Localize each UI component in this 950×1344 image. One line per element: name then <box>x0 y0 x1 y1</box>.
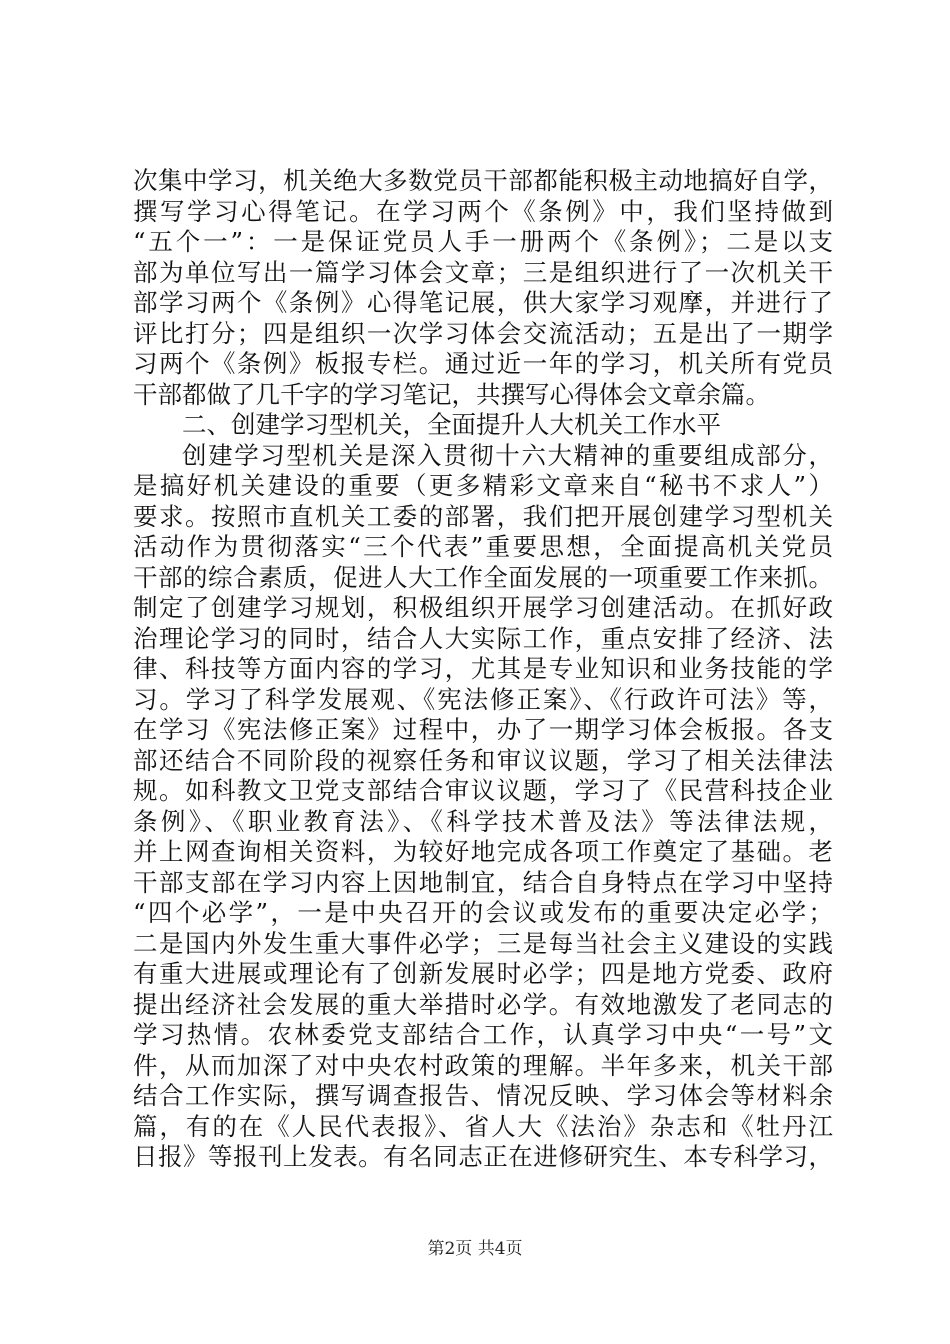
text-line: 并上网查询相关资料，为较好地完成各项工作奠定了基础。老 <box>133 837 833 866</box>
text-line: 篇，有的在《人民代表报》、省人大《法治》杂志和《牡丹江 <box>133 1111 833 1141</box>
text-line: 律、科技等方面内容的学习，尤其是专业知识和业务技能的学 <box>133 654 833 683</box>
page-number-footer: 第2页 共4页 <box>427 1239 523 1259</box>
text-line: 日报》等报刊上发表。有名同志正在进修研究生、本专科学习， <box>133 1142 833 1171</box>
section-heading: 二、创建学习型机关，全面提升人大机关工作水平 <box>182 410 721 439</box>
text-line: 次集中学习，机关绝大多数党员干部都能积极主动地搞好自学， <box>133 166 833 195</box>
text-line: 评比打分；四是组织一次学习体会交流活动；五是出了一期学 <box>133 318 833 348</box>
document-body <box>133 166 833 1173</box>
text-line: 干部支部在学习内容上因地制宜，结合自身特点在学习中坚持 <box>133 867 833 897</box>
text-line: 在学习《宪法修正案》过程中，办了一期学习体会板报。各支 <box>133 715 833 744</box>
text-line: 有重大进展或理论有了创新发展时必学；四是地方党委、政府 <box>133 959 833 988</box>
text-line: 创建学习型机关是深入贯彻十六大精神的重要组成部分， <box>182 440 833 470</box>
text-line: 制定了创建学习规划，积极组织开展学习创建活动。在抓好政 <box>133 593 833 622</box>
text-line: 条例》、《职业教育法》、《科学技术普及法》等法律法规， <box>133 806 833 836</box>
text-line: “四个必学”，一是中央召开的会议或发布的重要决定必学； <box>133 898 833 927</box>
text-line: 撰写学习心得笔记。在学习两个《条例》中，我们坚持做到 <box>133 196 833 226</box>
text-line: 结合工作实际，撰写调查报告、情况反映、学习体会等材料余 <box>133 1081 833 1110</box>
text-line: 习。学习了科学发展观、《宪法修正案》、《行政许可法》等， <box>133 684 833 714</box>
text-line: 二是国内外发生重大事件必学；三是每当社会主义建设的实践 <box>133 928 833 958</box>
text-line: 部为单位写出一篇学习体会文章；三是组织进行了一次机关干 <box>133 257 833 287</box>
text-line: “五个一”：一是保证党员人手一册两个《条例》；二是以支 <box>133 227 833 256</box>
text-line: 规。如科教文卫党支部结合审议议题，学习了《民营科技企业 <box>133 776 833 805</box>
text-line: 习两个《条例》板报专栏。通过近一年的学习，机关所有党员 <box>133 349 833 378</box>
text-line: 治理论学习的同时，结合人大实际工作，重点安排了经济、法 <box>133 623 833 653</box>
text-line: 活动作为贯彻落实“三个代表”重要思想，全面提高机关党员 <box>133 532 833 561</box>
text-line: 干部都做了几千字的学习笔记，共撰写心得体会文章余篇。 <box>133 379 770 409</box>
text-line: 是搞好机关建设的重要（更多精彩文章来自“秘书不求人”） <box>133 471 833 500</box>
text-line: 部学习两个《条例》心得笔记展，供大家学习观摩，并进行了 <box>133 288 833 317</box>
text-line: 提出经济社会发展的重大举措时必学。有效地激发了老同志的 <box>133 989 833 1019</box>
text-line: 件，从而加深了对中央农村政策的理解。半年多来，机关干部 <box>133 1050 833 1080</box>
text-line: 干部的综合素质，促进人大工作全面发展的一项重要工作来抓。 <box>133 562 833 592</box>
text-line: 要求。按照市直机关工委的部署，我们把开展创建学习型机关 <box>133 501 833 531</box>
text-line: 部还结合不同阶段的视察任务和审议议题，学习了相关法律法 <box>133 745 833 775</box>
text-line: 学习热情。农林委党支部结合工作，认真学习中央“一号”文 <box>133 1020 833 1049</box>
